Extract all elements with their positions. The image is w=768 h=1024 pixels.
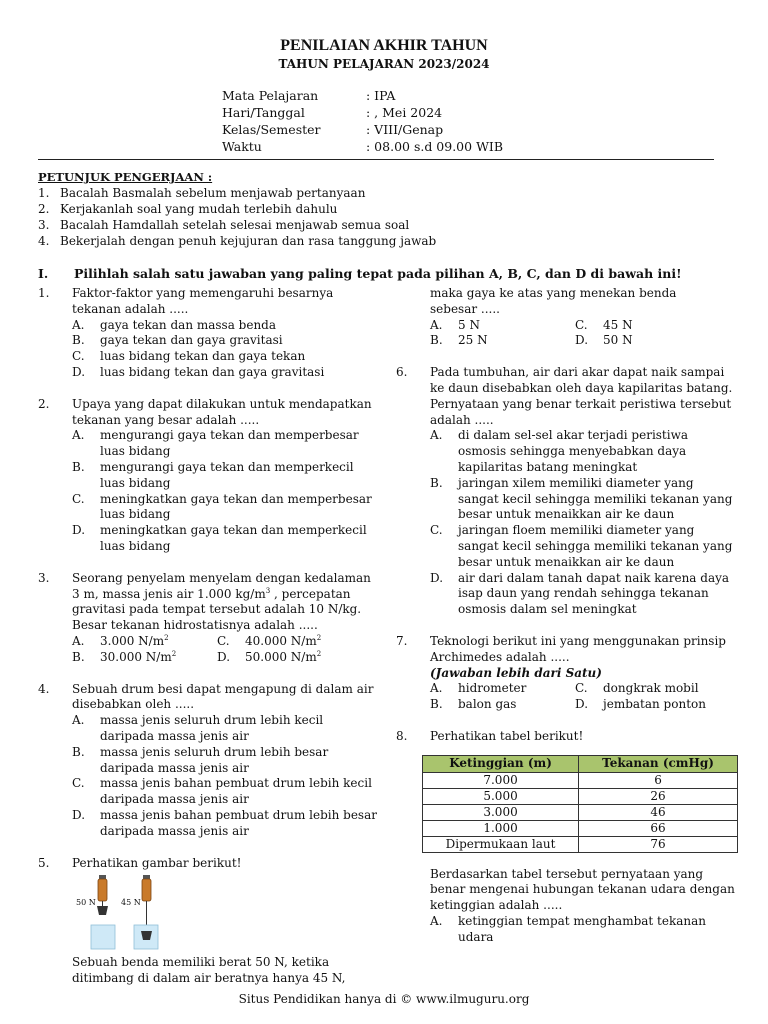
superscript: 2 [316,633,322,642]
meta-value: : 08.00 s.d 09.00 WIB [366,139,504,154]
option-text: sangat kecil sehingga memiliki tekanan yang [458,538,733,553]
list-item [38,201,436,217]
option-text: luas bidang [100,444,171,459]
option-b [38,745,383,777]
item-text: Kerjakanlah soal yang mudah terlebih dahulu [60,202,338,216]
option-d [396,571,741,618]
spring-scale-illustration [72,875,162,951]
section-heading [38,266,682,281]
option-b [430,697,575,713]
question-number: 5. [38,855,50,870]
item-number: 1. [38,186,50,200]
option-text: 50 N [603,333,633,348]
table-cell: 76 [579,836,738,852]
table-header: Tekanan (cmHg) [579,755,738,772]
question-5 [38,856,383,987]
option-text: luas bidang [100,475,171,490]
question-stem-continued [38,955,383,987]
question-note: (Jawaban lebih dari Satu) [430,665,602,680]
table-cell: 66 [579,820,738,836]
left-column [38,286,383,987]
question-stem: disebabkan oleh ..... [72,697,195,712]
superscript: 2 [164,633,169,642]
option-b [430,333,575,349]
superscript: 3 [265,586,271,595]
option-letter: A. [72,428,85,443]
question-stem: adalah ..... [430,412,494,427]
option-letter: A. [72,713,85,728]
stem-text: , percepatan [270,586,351,601]
option-text: luas bidang tekan dan gaya gravitasi [100,364,325,379]
option-c [575,681,720,697]
meta-row-class [222,121,503,138]
stem-text: sebesar ..... [430,301,500,316]
superscript: 2 [171,649,177,658]
option-a [38,428,383,460]
item-text: Bacalah Hamdallah setelah selesai menjawab semua soal [60,218,410,232]
right-column [396,286,741,946]
beaker-left [91,925,115,949]
stem-text: ketinggian adalah ..... [430,898,563,913]
item-number: 3. [38,218,50,232]
option-text: udara [458,929,494,944]
option-letter: D. [72,807,86,822]
question-stem: Seorang penyelam menyelam dengan kedalaman [72,570,371,585]
question-stem: Teknologi berikut ini yang menggunakan prinsip [430,633,726,648]
stem-text: Sebuah benda memiliki berat 50 N, ketika [72,955,330,970]
meta-value: : IPA [366,88,396,103]
exam-info [222,87,503,155]
option-text: massa jenis bahan pembuat drum lebih kecil [100,776,372,791]
question-stem: gravitasi pada tempat tersebut adalah 10 N/kg. [72,602,362,617]
option-b [38,460,383,492]
option-text: mengurangi gaya tekan dan memperbesar [100,428,359,443]
question-number: 2. [38,396,50,411]
table-cell: 5.000 [423,788,579,804]
option-letter: B. [72,333,85,348]
table-row [423,836,738,852]
option-letter: B. [72,744,85,759]
section-text: Pilihlah salah satu jawaban yang paling tepat pada pilihan A, B, C, dan D di bawah ini! [74,266,682,281]
option-letter: C. [72,491,85,506]
meta-value: : VIII/Genap [366,122,444,137]
option-d [217,650,362,666]
figure-label-right: 45 N [121,898,141,908]
question-stem: Pernyataan yang benar terkait peristiwa tersebut [430,396,732,411]
option-text: 40.000 N/m [245,633,317,648]
option-text: jaringan xilem memiliki diameter yang [458,475,694,490]
question-stem: Perhatikan gambar berikut! [72,855,242,870]
option-text: jembatan ponton [603,697,706,712]
question-stem: Perhatikan tabel berikut! [430,728,584,743]
option-c [38,492,383,524]
option-d [38,523,383,555]
question-stem: Upaya yang dapat dilakukan untuk mendapatkan [72,396,372,411]
option-letter: D. [72,523,86,538]
instructions-heading: PETUNJUK PENGERJAAN : [38,170,213,184]
question-number: 4. [38,681,50,696]
item-number: 2. [38,202,50,216]
option-c [38,349,383,365]
question-3 [38,571,383,666]
table-row [423,820,738,836]
table-wrapper [396,755,741,853]
option-text: kapilaritas batang meningkat [458,459,638,474]
option-text: sangat kecil sehingga memiliki tekanan yang [458,491,733,506]
question-5-continued [396,286,741,349]
option-letter: B. [430,697,443,712]
option-text: 5 N [458,317,480,332]
option-text: luas bidang [100,507,171,522]
option-a [430,681,575,697]
option-a [396,428,741,475]
option-text: balon gas [458,697,517,712]
figure-label-left: 50 N [76,898,96,908]
table-row [423,788,738,804]
option-letter: A. [72,633,85,648]
option-text: daripada massa jenis air [100,792,249,807]
option-d [575,697,720,713]
option-a [396,914,741,946]
header-divider [38,159,714,160]
stone-left [97,906,108,915]
option-text: daripada massa jenis air [100,728,249,743]
option-letter: A. [430,317,443,332]
option-letter: C. [575,681,588,696]
option-letter: B. [72,649,85,664]
question-number: 8. [396,728,408,743]
table-header-row [423,755,738,772]
option-text: mengurangi gaya tekan dan memperkecil [100,459,354,474]
option-letter: B. [430,475,443,490]
option-letter: D. [575,697,589,712]
meta-key: Mata Pelajaran [222,88,319,103]
option-c [217,634,362,650]
list-item [38,217,436,233]
option-c [575,318,720,334]
question-1 [38,286,383,381]
option-text: dongkrak mobil [603,681,699,696]
option-letter: D. [430,570,444,585]
option-a [72,634,217,650]
table-cell: 3.000 [423,804,579,820]
option-text: daripada massa jenis air [100,760,249,775]
list-item [38,185,436,201]
option-letter: C. [217,633,230,648]
item-number: 4. [38,234,50,248]
option-text: luas bidang [100,538,171,553]
option-d [38,808,383,840]
spring-scale-figure [38,875,383,951]
question-7 [396,634,741,713]
option-text: luas bidang tekan dan gaya tekan [100,349,306,364]
item-text: Bekerjalah dengan penuh kejujuran dan rasa tanggung jawab [60,234,437,248]
option-row [396,697,741,713]
option-text: meningkatkan gaya tekan dan memperkecil [100,523,367,538]
option-text: 25 N [458,333,488,348]
section-number: I. [38,266,49,281]
question-8 [396,729,741,946]
option-letter: C. [575,317,588,332]
footer-text: Situs Pendidikan hanya di © www.ilmuguru.org [238,992,530,1006]
option-a [430,318,575,334]
meta-key: Waktu [222,139,262,154]
option-text: isap daun yang rendah sehingga tekanan [458,586,709,601]
option-text: besar untuk menaikkan air ke daun [458,554,675,569]
question-number: 1. [38,286,50,300]
superscript: 2 [316,649,322,658]
table-cell: 6 [579,772,738,788]
question-6 [396,365,741,618]
option-text: ketinggian tempat menghambat tekanan [458,913,707,928]
question-stem: tekanan yang besar adalah ..... [72,412,260,427]
question-stem: tekanan adalah ..... [72,301,189,316]
stem-text: maka gaya ke atas yang menekan benda [430,286,677,300]
table-cell: 7.000 [423,772,579,788]
list-item [38,233,436,249]
table-row [423,772,738,788]
option-text: meningkatkan gaya tekan dan memperbesar [100,491,372,506]
option-text: massa jenis seluruh drum lebih kecil [100,713,324,728]
option-row [396,318,741,334]
meta-key: Hari/Tanggal [222,105,305,120]
question-stem: Pada tumbuhan, air dari akar dapat naik sampai [430,365,725,380]
option-row [396,333,741,349]
option-b [396,476,741,523]
option-text: di dalam sel-sel akar terjadi peristiwa [458,428,689,443]
spring-scale-right [142,879,151,901]
option-letter: B. [72,459,85,474]
option-text: air dari dalam tanah dapat naik karena daya [458,570,730,585]
question-2 [38,397,383,555]
table-cell: 46 [579,804,738,820]
option-text: gaya tekan dan massa benda [100,317,277,332]
altitude-pressure-table [422,755,738,853]
option-letter: A. [430,681,443,696]
question-stem-continued [396,867,741,914]
meta-value: : , Mei 2024 [366,105,443,120]
option-text: 30.000 N/m [100,649,172,664]
option-letter: A. [430,913,443,928]
option-a [38,318,383,334]
option-text: 50.000 N/m [245,649,317,664]
scale-hook-right [143,875,150,879]
option-row [396,681,741,697]
question-number: 7. [396,633,408,648]
option-text: 45 N [603,317,633,332]
meta-key: Kelas/Semester [222,122,321,137]
table-cell: 26 [579,788,738,804]
option-letter: B. [430,333,443,348]
option-letter: D. [72,364,86,379]
meta-row-subject [222,87,503,104]
option-text: daripada massa jenis air [100,823,249,838]
meta-row-date [222,104,503,121]
option-letter: C. [72,349,85,364]
option-c [396,523,741,570]
option-letter: A. [72,317,85,332]
meta-row-time [222,138,503,155]
option-text: osmosis dalam sel meningkat [458,602,637,617]
option-c [38,776,383,808]
option-b [72,650,217,666]
option-letter: C. [430,523,443,538]
option-b [38,333,383,349]
option-d [38,365,383,381]
option-text: jaringan floem memiliki diameter yang [458,523,695,538]
question-number: 6. [396,365,408,380]
question-stem [72,587,371,603]
question-4 [38,682,383,840]
question-stem: Faktor-faktor yang memengaruhi besarnya [72,286,334,300]
scale-hook-left [99,875,106,879]
option-text: massa jenis seluruh drum lebih besar [100,744,329,759]
stem-text: benar mengenai hubungan tekanan udara dengan [430,882,735,897]
table-header: Ketinggian (m) [423,755,579,772]
option-row [38,650,383,666]
page-title: PENILAIAN AKHIR TAHUN [280,37,488,54]
question-stem: Archimedes adalah ..... [430,649,570,664]
option-a [38,713,383,745]
question-number: 3. [38,570,50,585]
table-cell: Dipermukaan laut [423,836,579,852]
option-text: besar untuk menaikkan air ke daun [458,507,675,522]
stem-text: Berdasarkan tabel tersebut pernyataan yang [430,866,704,881]
option-letter: D. [217,649,231,664]
option-d [575,333,720,349]
table-row [423,804,738,820]
stem-text: 3 m, massa jenis air 1.000 kg/m [72,586,266,601]
option-letter: A. [430,428,443,443]
option-row [38,634,383,650]
option-text: 3.000 N/m [100,633,165,648]
item-text: Bacalah Basmalah sebelum menjawab pertanyaan [60,186,366,200]
page-subtitle: TAHUN PELAJARAN 2023/2024 [278,57,490,71]
question-stem: Sebuah drum besi dapat mengapung di dalam air [72,681,374,696]
option-text: massa jenis bahan pembuat drum lebih besar [100,807,377,822]
instructions-list [38,185,436,249]
option-text: osmosis sehingga menyebabkan daya [458,444,687,459]
spring-scale-left [98,879,107,901]
option-text: gaya tekan dan gaya gravitasi [100,333,283,348]
option-text: hidrometer [458,681,527,696]
option-letter: D. [575,333,589,348]
stem-text: ditimbang di dalam air beratnya hanya 45 N, [72,971,346,986]
question-stem: Besar tekanan hidrostatisnya adalah ..... [72,618,318,633]
question-stem: ke daun disebabkan oleh daya kapilaritas batang. [430,380,733,395]
table-cell: 1.000 [423,820,579,836]
option-letter: C. [72,776,85,791]
